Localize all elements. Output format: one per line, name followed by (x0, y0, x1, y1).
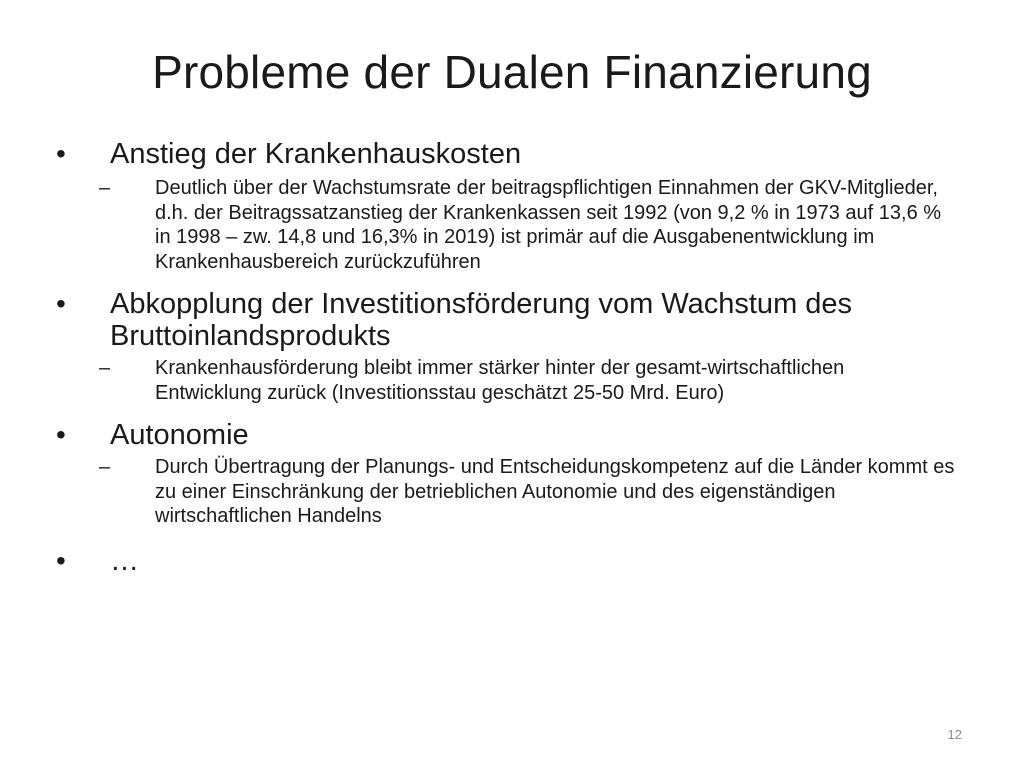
bullet-icon: • (56, 419, 66, 450)
dash-icon: – (99, 357, 111, 379)
bullet-icon: • (56, 544, 66, 576)
page-number: 12 (947, 727, 962, 742)
bullet-list (56, 138, 956, 577)
sub-bullet-item (99, 176, 956, 274)
bullet-text: … (110, 544, 139, 577)
sub-bullet-text: Krankenhausförderung bleibt immer stärker hinter der gesamt-wirtschaftlichen Entwicklung zurück (Investitionsstau geschätzt 25-50 Mrd. Euro) (155, 357, 845, 404)
bullet-item (56, 419, 956, 451)
sub-bullet-item (99, 356, 956, 405)
bullet-text: Anstieg der Krankenhauskosten (110, 138, 522, 170)
slide-title: Probleme der Dualen Finanzierung (152, 46, 872, 98)
sub-bullet-text: Deutlich über der Wachstumsrate der beitragspflichtigen Einnahmen der GKV-Mitglieder, d.h. der Beitragssatzanstieg der Krankenkassen seit 1992 (von 9,2 % in 1973 auf 13,6 % in 1998 – zw. 14,8 und 16,3% in 2019) ist primär auf die Ausgabenentwicklung im Krankenhausbereich zurückzuführen (155, 177, 942, 273)
sub-bullet-item (99, 455, 956, 529)
bullet-item (56, 288, 956, 352)
dash-icon: – (99, 456, 111, 478)
sub-bullet-text: Durch Übertragung der Planungs- und Entscheidungskompetenz auf die Länder kommt es zu einer Einschränkung der betrieblichen Autonomie und des eigenständigen wirtschaftlichen Handelns (155, 456, 955, 527)
bullet-icon: • (56, 288, 66, 319)
bullet-text: Abkopplung der Investitionsförderung vom Wachstum des Bruttoinlandsprodukts (110, 288, 853, 352)
bullet-text: Autonomie (110, 419, 249, 451)
dash-icon: – (99, 177, 111, 199)
bullet-icon: • (56, 138, 66, 169)
bullet-item (56, 138, 956, 170)
bullet-item (56, 545, 956, 577)
